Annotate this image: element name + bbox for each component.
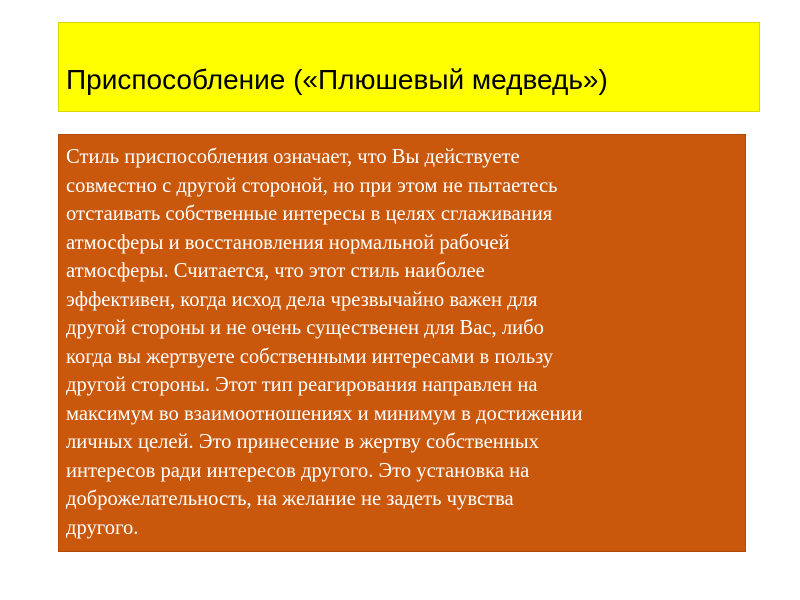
body-line: Стиль приспособления означает, что Вы действуете [66,146,520,168]
body-line: другого. [66,516,139,539]
body-line: отстаивать собственные интересы в целях сглаживания [66,203,553,225]
slide-title: Приспособление («Плюшевый медведь») [66,64,608,95]
body-line: интересов ради интересов другого. Это установка на [66,459,530,482]
body-line: доброжелательность, на желание не задеть чувства [66,488,514,510]
body-line: максимум во взаимоотношениях и минимум в достижении [66,402,583,425]
body-line: совместно с другой стороной, но при этом не пытаетесь [66,174,558,197]
body-line: личных целей. Это принесение в жертву собственных [66,431,539,453]
body-line: другой стороны и не очень существенен для Вас, либо [66,317,544,339]
body-line: атмосферы. Считается, что этот стиль наиболее [66,260,485,282]
body-line: другой стороны. Этот тип реагирования направлен на [66,374,538,396]
body-box [58,134,746,552]
body-text [66,143,742,542]
body-line: когда вы жертвуете собственными интересами в пользу [66,345,554,368]
title-box [58,22,760,112]
body-line: атмосферы и восстановления нормальной рабочей [66,231,510,254]
body-line: эффективен, когда исход дела чрезвычайно важен для [66,288,538,311]
